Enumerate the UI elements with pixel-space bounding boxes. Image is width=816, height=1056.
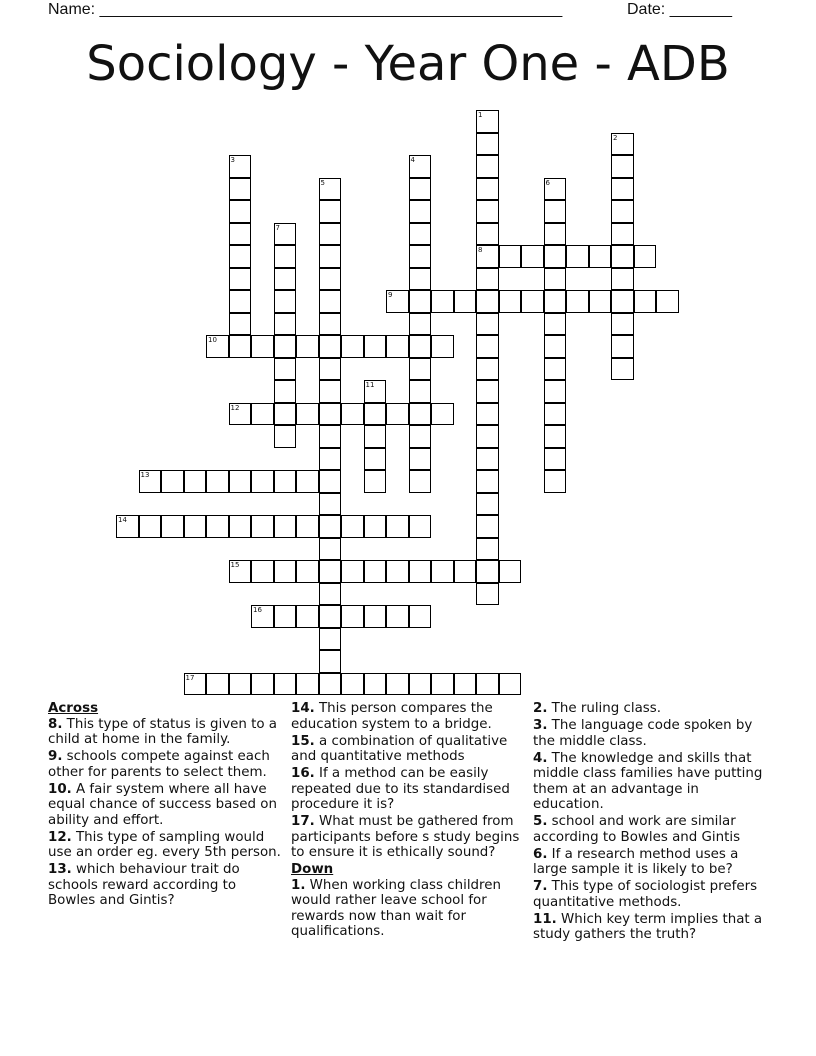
clue-text: What must be gathered from participants before s study begins to ensure it is ethically sound?: [291, 814, 520, 860]
grid-cell[interactable]: [274, 380, 297, 403]
clue-text: The knowledge and skills that middle class families have putting them at an advantage in education.: [533, 750, 763, 812]
grid-cell[interactable]: [476, 515, 499, 538]
clue-number: 14.: [291, 701, 315, 716]
grid-cell[interactable]: [274, 560, 297, 583]
grid-cell[interactable]: [521, 290, 544, 313]
grid-cell[interactable]: [229, 313, 252, 336]
grid-cell[interactable]: [251, 515, 274, 538]
grid-clue-number: 11: [365, 381, 375, 389]
clue-text: a combination of qualitative and quantitative methods: [291, 733, 508, 764]
grid-cell[interactable]: [206, 515, 229, 538]
grid-cell[interactable]: [544, 335, 567, 358]
grid-clue-number: 5: [320, 178, 325, 187]
grid-cell[interactable]: [409, 223, 432, 246]
clue-number: 2.: [533, 701, 548, 716]
grid-cell[interactable]: [476, 493, 499, 516]
grid-cell[interactable]: [296, 515, 319, 538]
grid-cell[interactable]: [274, 425, 297, 448]
grid-cell[interactable]: [386, 560, 409, 583]
grid-clue-number: 13: [140, 471, 150, 479]
grid-cell[interactable]: [184, 470, 207, 493]
grid-cell[interactable]: [499, 673, 522, 696]
clue-down-1: [291, 878, 523, 940]
grid-cell[interactable]: [544, 313, 567, 336]
grid-clue-number: 3: [230, 156, 235, 164]
grid-cell[interactable]: [544, 358, 567, 381]
grid-cell[interactable]: [364, 673, 387, 696]
grid-cell[interactable]: [364, 448, 387, 471]
clue-across-13: [48, 862, 284, 909]
clue-text: This type of sampling would use an order eg. every 5th person.: [48, 829, 281, 860]
grid-cell[interactable]: [229, 290, 252, 313]
grid-cell[interactable]: [499, 245, 522, 268]
clue-number: 5.: [533, 814, 548, 829]
grid-cell[interactable]: [319, 223, 342, 246]
grid-cell[interactable]: [409, 268, 432, 291]
grid-cell[interactable]: [386, 673, 409, 696]
grid-cell[interactable]: [499, 560, 522, 583]
grid-clue-number: 15: [230, 561, 240, 569]
grid-cell[interactable]: [611, 223, 634, 246]
clue-down-3: [533, 718, 769, 749]
clue-number: 3.: [533, 718, 548, 733]
grid-cell[interactable]: [251, 335, 274, 358]
grid-cell[interactable]: [544, 425, 567, 448]
clue-across-8: [48, 717, 284, 748]
grid-cell[interactable]: [431, 673, 454, 696]
grid-cell[interactable]: [341, 515, 364, 538]
grid-cell[interactable]: [656, 290, 679, 313]
clues-column-3: [533, 701, 769, 944]
grid-cell[interactable]: [139, 470, 162, 493]
clue-text: school and work are similar according to Bowles and Gintis: [533, 814, 741, 845]
grid-cell[interactable]: [319, 628, 342, 651]
grid-cell[interactable]: [319, 358, 342, 381]
grid-clue-number: 16: [253, 606, 262, 614]
grid-cell[interactable]: [274, 673, 297, 696]
grid-cell[interactable]: [476, 290, 499, 313]
grid-cell[interactable]: [274, 515, 297, 538]
grid-cell[interactable]: [476, 133, 499, 156]
grid-cell[interactable]: [409, 403, 432, 426]
grid-cell[interactable]: [634, 245, 657, 268]
clues-column-2: [291, 701, 523, 941]
grid-cell[interactable]: [409, 245, 432, 268]
clues-column-1: [48, 701, 284, 910]
clue-down-6: [533, 847, 769, 878]
grid-cell[interactable]: [476, 380, 499, 403]
grid-cell[interactable]: [409, 358, 432, 381]
grid-cell[interactable]: [409, 178, 432, 201]
grid-cell[interactable]: [544, 178, 567, 201]
grid-cell[interactable]: [566, 245, 589, 268]
clue-text: This person compares the education system to a bridge.: [291, 701, 493, 732]
grid-cell[interactable]: [274, 268, 297, 291]
grid-cell[interactable]: [274, 403, 297, 426]
clue-number: 9.: [48, 749, 63, 764]
grid-cell[interactable]: [566, 290, 589, 313]
clue-text: The ruling class.: [551, 701, 662, 716]
grid-cell[interactable]: [296, 470, 319, 493]
grid-cell[interactable]: [386, 335, 409, 358]
grid-cell[interactable]: [341, 605, 364, 628]
grid-cell[interactable]: [229, 268, 252, 291]
grid-cell[interactable]: [409, 560, 432, 583]
grid-cell[interactable]: [296, 673, 319, 696]
clue-text: The language code spoken by the middle class.: [533, 718, 753, 749]
grid-clue-number: 1: [478, 111, 483, 119]
grid-cell[interactable]: [409, 200, 432, 223]
clue-text: If a method can be easily repeated due to its standardised procedure it is?: [291, 766, 510, 812]
grid-cell[interactable]: [611, 200, 634, 223]
grid-cell[interactable]: [431, 335, 454, 358]
grid-cell[interactable]: [454, 673, 477, 696]
grid-cell[interactable]: [409, 155, 432, 178]
grid-cell[interactable]: [544, 380, 567, 403]
grid-clue-number: 12: [230, 403, 240, 412]
grid-cell[interactable]: [251, 673, 274, 696]
grid-cell[interactable]: [454, 560, 477, 583]
grid-cell[interactable]: [229, 335, 252, 358]
grid-cell[interactable]: [296, 560, 319, 583]
grid-cell[interactable]: [296, 403, 319, 426]
grid-cell[interactable]: [544, 470, 567, 493]
grid-cell[interactable]: [499, 290, 522, 313]
grid-cell[interactable]: [409, 313, 432, 336]
grid-cell[interactable]: [251, 560, 274, 583]
grid-cell[interactable]: [161, 515, 184, 538]
grid-cell[interactable]: [319, 290, 342, 313]
grid-cell[interactable]: [229, 560, 252, 583]
grid-cell[interactable]: [251, 470, 274, 493]
grid-cell[interactable]: [611, 268, 634, 291]
clue-number: 10.: [48, 781, 72, 797]
grid-cell[interactable]: [454, 290, 477, 313]
grid-cell[interactable]: [476, 470, 499, 493]
clue-down-4: [533, 751, 769, 813]
grid-cell[interactable]: [364, 515, 387, 538]
grid-cell[interactable]: [409, 470, 432, 493]
grid-cell[interactable]: [319, 245, 342, 268]
grid-cell[interactable]: [184, 515, 207, 538]
grid-cell[interactable]: [476, 538, 499, 561]
grid-cell[interactable]: [544, 403, 567, 426]
grid-cell[interactable]: [476, 403, 499, 426]
grid-cell[interactable]: [476, 313, 499, 336]
grid-cell[interactable]: [319, 403, 342, 426]
grid-cell[interactable]: [409, 673, 432, 696]
clue-down-7: [533, 879, 769, 910]
grid-cell[interactable]: [409, 448, 432, 471]
grid-cell[interactable]: [274, 358, 297, 381]
clue-across-17: [291, 814, 523, 861]
grid-cell[interactable]: [319, 380, 342, 403]
grid-cell[interactable]: [319, 200, 342, 223]
grid-cell[interactable]: [611, 155, 634, 178]
clue-text: If a research method uses a large sample it is likely to be?: [533, 846, 739, 877]
grid-cell[interactable]: [274, 245, 297, 268]
grid-cell[interactable]: [319, 425, 342, 448]
grid-cell[interactable]: [184, 673, 207, 696]
grid-cell[interactable]: [476, 200, 499, 223]
grid-cell[interactable]: [229, 245, 252, 268]
grid-cell[interactable]: [364, 380, 387, 403]
grid-cell[interactable]: [409, 605, 432, 628]
date-field-label: Date: _______: [627, 1, 732, 18]
clue-number: 17.: [291, 814, 315, 829]
grid-cell[interactable]: [319, 470, 342, 493]
grid-cell[interactable]: [409, 380, 432, 403]
grid-cell[interactable]: [274, 470, 297, 493]
grid-cell[interactable]: [476, 268, 499, 291]
grid-cell[interactable]: [319, 493, 342, 516]
clue-across-16: [291, 766, 523, 813]
grid-cell[interactable]: [296, 335, 319, 358]
clue-number: 8.: [48, 716, 63, 732]
grid-cell[interactable]: [206, 470, 229, 493]
grid-cell[interactable]: [431, 290, 454, 313]
clue-number: 4.: [533, 750, 548, 766]
grid-cell[interactable]: [611, 290, 634, 313]
grid-cell[interactable]: [319, 448, 342, 471]
grid-cell[interactable]: [341, 335, 364, 358]
grid-cell[interactable]: [319, 673, 342, 696]
grid-clue-number: 8: [478, 246, 483, 254]
grid-cell[interactable]: [431, 403, 454, 426]
clue-across-15: [291, 734, 523, 765]
clue-across-10: [48, 782, 284, 829]
across-heading: Across: [48, 701, 99, 716]
grid-cell[interactable]: [589, 245, 612, 268]
grid-cell[interactable]: [341, 560, 364, 583]
grid-cell[interactable]: [364, 560, 387, 583]
grid-cell[interactable]: [544, 223, 567, 246]
grid-cell[interactable]: [476, 448, 499, 471]
grid-cell[interactable]: [544, 290, 567, 313]
grid-cell[interactable]: [229, 200, 252, 223]
grid-cell[interactable]: [229, 223, 252, 246]
name-field-label: Name: ____________________________________________________: [48, 1, 563, 18]
grid-cell[interactable]: [364, 403, 387, 426]
grid-cell[interactable]: [229, 673, 252, 696]
grid-cell[interactable]: [476, 358, 499, 381]
grid-cell[interactable]: [431, 560, 454, 583]
grid-cell[interactable]: [409, 290, 432, 313]
clue-text: This type of sociologist prefers quantitative methods.: [533, 879, 758, 910]
grid-cell[interactable]: [319, 605, 342, 628]
down-heading: Down: [291, 862, 334, 877]
grid-cell[interactable]: [611, 245, 634, 268]
grid-cell[interactable]: [409, 425, 432, 448]
grid-cell[interactable]: [251, 605, 274, 628]
grid-cell[interactable]: [634, 290, 657, 313]
grid-cell[interactable]: [386, 605, 409, 628]
grid-clue-number: 6: [545, 178, 550, 187]
clue-across-14: [291, 701, 523, 732]
clue-number: 6.: [533, 846, 548, 862]
grid-cell[interactable]: [274, 313, 297, 336]
grid-cell[interactable]: [206, 673, 229, 696]
grid-cell[interactable]: [341, 673, 364, 696]
grid-cell[interactable]: [544, 200, 567, 223]
grid-cell[interactable]: [386, 290, 409, 313]
grid-cell[interactable]: [229, 515, 252, 538]
grid-cell[interactable]: [544, 245, 567, 268]
grid-cell[interactable]: [476, 335, 499, 358]
grid-cell[interactable]: [611, 313, 634, 336]
grid-cell[interactable]: [229, 470, 252, 493]
clue-number: 7.: [533, 879, 548, 894]
grid-cell[interactable]: [364, 605, 387, 628]
grid-cell[interactable]: [521, 245, 544, 268]
grid-cell[interactable]: [544, 448, 567, 471]
grid-cell[interactable]: [364, 470, 387, 493]
clue-text: which behaviour trait do schools reward according to Bowles and Gintis?: [48, 862, 240, 908]
grid-cell[interactable]: [476, 245, 499, 268]
grid-cell[interactable]: [476, 223, 499, 246]
clue-number: 15.: [291, 733, 315, 749]
clue-across-12: [48, 830, 284, 861]
grid-cell[interactable]: [364, 335, 387, 358]
grid-cell[interactable]: [319, 313, 342, 336]
clue-across-9: [48, 749, 284, 780]
clue-number: 16.: [291, 766, 315, 781]
grid-clue-number: 10: [208, 336, 217, 344]
grid-cell[interactable]: [206, 335, 229, 358]
grid-cell[interactable]: [476, 583, 499, 606]
grid-clue-number: 17: [185, 673, 195, 682]
clue-number: 12.: [48, 829, 72, 845]
grid-cell[interactable]: [319, 335, 342, 358]
grid-cell[interactable]: [476, 560, 499, 583]
grid-cell[interactable]: [319, 268, 342, 291]
clue-text: schools compete against each other for parents to select them.: [48, 749, 270, 780]
clue-text: When working class children would rather leave school for rewards now than wait for qualifications.: [291, 877, 501, 939]
grid-clue-number: 7: [275, 223, 280, 232]
grid-cell[interactable]: [251, 403, 274, 426]
grid-clue-number: 2: [613, 133, 618, 142]
grid-cell[interactable]: [161, 470, 184, 493]
grid-cell[interactable]: [386, 403, 409, 426]
grid-cell[interactable]: [319, 650, 342, 673]
grid-cell[interactable]: [319, 178, 342, 201]
grid-cell[interactable]: [611, 358, 634, 381]
grid-cell[interactable]: [229, 403, 252, 426]
clue-text: A fair system where all have equal chance of success based on ability and effort.: [48, 781, 277, 828]
grid-clue-number: 4: [410, 156, 415, 164]
clue-text: Which key term implies that a study gathers the truth?: [533, 911, 763, 942]
grid-cell[interactable]: [476, 425, 499, 448]
page-title: Sociology - Year One - ADB: [86, 36, 730, 92]
grid-cell[interactable]: [274, 605, 297, 628]
grid-cell[interactable]: [409, 335, 432, 358]
grid-cell[interactable]: [319, 538, 342, 561]
clue-number: 11.: [533, 911, 557, 927]
clue-down-11: [533, 912, 769, 943]
grid-cell[interactable]: [274, 335, 297, 358]
clue-number: 1.: [291, 877, 306, 893]
grid-cell[interactable]: [364, 425, 387, 448]
grid-cell[interactable]: [589, 290, 612, 313]
grid-cell[interactable]: [229, 155, 252, 178]
grid-cell[interactable]: [319, 560, 342, 583]
grid-cell[interactable]: [611, 133, 634, 156]
clue-text: This type of status is given to a child at home in the family.: [48, 716, 278, 747]
grid-cell[interactable]: [116, 515, 139, 538]
grid-cell[interactable]: [319, 515, 342, 538]
grid-cell[interactable]: [274, 223, 297, 246]
grid-clue-number: 9: [388, 291, 393, 299]
grid-cell[interactable]: [611, 178, 634, 201]
grid-cell[interactable]: [476, 155, 499, 178]
grid-cell[interactable]: [476, 673, 499, 696]
grid-cell[interactable]: [341, 403, 364, 426]
grid-cell[interactable]: [611, 335, 634, 358]
clue-number: 13.: [48, 862, 72, 877]
grid-cell[interactable]: [476, 178, 499, 201]
grid-cell[interactable]: [319, 583, 342, 606]
grid-cell[interactable]: [229, 178, 252, 201]
grid-cell[interactable]: [544, 268, 567, 291]
grid-clue-number: 14: [118, 516, 127, 524]
clue-down-2: [533, 701, 769, 717]
grid-cell[interactable]: [476, 110, 499, 133]
grid-cell[interactable]: [139, 515, 162, 538]
clue-down-5: [533, 814, 769, 845]
grid-cell[interactable]: [296, 605, 319, 628]
grid-cell[interactable]: [386, 515, 409, 538]
grid-cell[interactable]: [274, 290, 297, 313]
grid-cell[interactable]: [409, 515, 432, 538]
